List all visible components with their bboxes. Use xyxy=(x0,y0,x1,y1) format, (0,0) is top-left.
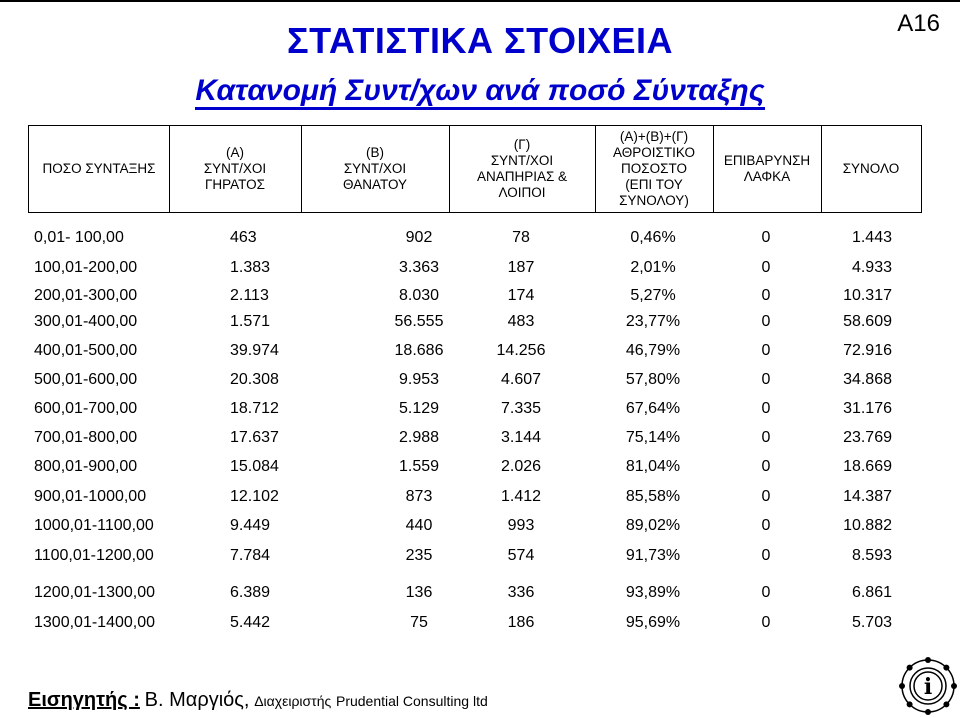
header-line: (ΕΠΙ ΤΟΥ xyxy=(625,177,683,192)
cell-cumulative: 67,64% xyxy=(625,400,681,417)
header-line: ΓΗΡΑΤΟΣ xyxy=(204,177,266,192)
cell-total: 14.387 xyxy=(843,488,892,505)
cell-amount: 600,01-700,00 xyxy=(34,400,138,417)
header-total xyxy=(821,126,921,212)
cell-amount: 500,01-600,00 xyxy=(34,371,138,388)
cell-old-age: 1.383 xyxy=(230,259,271,276)
cell-death: 5.129 xyxy=(398,400,440,417)
header-line: (B) xyxy=(366,145,384,160)
header-line: ΑΘΡΟΙΣΤΙΚΟ xyxy=(613,145,695,160)
table-row xyxy=(28,336,920,366)
cell-lafka: 0 xyxy=(761,313,771,330)
cell-disability: 3.144 xyxy=(500,429,542,446)
header-line: (A) xyxy=(225,145,244,160)
cell-cumulative: 46,79% xyxy=(625,342,681,359)
cell-amount: 1200,01-1300,00 xyxy=(34,584,155,601)
cell-disability: 1.412 xyxy=(500,488,542,505)
cell-cumulative: 91,73% xyxy=(625,547,681,564)
cell-total: 1.443 xyxy=(851,229,892,246)
cell-lafka: 0 xyxy=(761,517,771,534)
cell-total: 4.933 xyxy=(851,259,892,276)
header-line: ΠΟΣΟΣΤΟ xyxy=(621,161,687,176)
cell-disability: 14.256 xyxy=(496,342,546,359)
cell-death: 18.686 xyxy=(394,342,444,359)
svg-text:i: i xyxy=(923,674,933,700)
cell-disability: 574 xyxy=(507,547,535,564)
cell-total: 6.861 xyxy=(851,584,892,601)
cell-disability: 336 xyxy=(507,584,535,601)
cell-lafka: 0 xyxy=(761,259,771,276)
cell-amount: 700,01-800,00 xyxy=(34,429,138,446)
cell-disability: 4.607 xyxy=(500,371,542,388)
cell-old-age: 12.102 xyxy=(230,488,279,505)
cell-death: 902 xyxy=(405,229,433,246)
cell-old-age: 17.637 xyxy=(230,429,279,446)
header-cumulative xyxy=(595,126,714,212)
cell-cumulative: 0,46% xyxy=(630,229,676,246)
cell-old-age: 7.784 xyxy=(230,547,271,564)
cell-cumulative: 93,89% xyxy=(625,584,681,601)
cell-total: 10.317 xyxy=(843,287,892,304)
title-text: ΣΤΑΤΙΣΤΙΚΑ ΣΤΟΙΧΕΙΑ xyxy=(287,20,673,61)
footer-company: Prudential Consulting ltd xyxy=(335,693,488,709)
cell-cumulative: 23,77% xyxy=(625,313,681,330)
cell-death: 56.555 xyxy=(394,313,444,330)
footer-role: Διαχειριστής xyxy=(254,693,332,709)
header-line: ΣΥΝΟΛΟΥ) xyxy=(619,193,689,208)
table-row xyxy=(28,511,920,541)
header-line: ΣΥΝΟΛΟ xyxy=(842,161,900,176)
cell-amount: 900,01-1000,00 xyxy=(34,488,147,505)
cell-disability: 993 xyxy=(507,517,535,534)
cell-lafka: 0 xyxy=(761,458,771,475)
cell-total: 8.593 xyxy=(851,547,892,564)
cell-death: 8.030 xyxy=(398,287,440,304)
header-amount xyxy=(29,126,170,212)
cell-old-age: 6.389 xyxy=(230,584,271,601)
table-header xyxy=(28,125,922,213)
table-row xyxy=(28,608,920,638)
header-line: ΣΥΝΤ/ΧΟΙ xyxy=(203,161,267,176)
cell-lafka: 0 xyxy=(761,488,771,505)
cell-death: 440 xyxy=(405,517,433,534)
info-i-logo-icon xyxy=(898,656,958,716)
header-line: ΣΥΝΤ/ΧΟΙ xyxy=(343,161,407,176)
cell-total: 18.669 xyxy=(843,458,892,475)
table-row xyxy=(28,578,920,608)
header-line: ΠΟΣΟ ΣΥΝΤΑΞΗΣ xyxy=(42,161,156,176)
header-disability xyxy=(449,126,596,212)
cell-lafka: 0 xyxy=(761,400,771,417)
cell-amount: 100,01-200,00 xyxy=(34,259,138,276)
header-old-age xyxy=(169,126,302,212)
table-row xyxy=(28,223,920,253)
cell-disability: 483 xyxy=(507,313,535,330)
header-line: ΛΟΙΠΟΙ xyxy=(498,185,546,200)
cell-amount: 1100,01-1200,00 xyxy=(34,547,154,564)
table-row xyxy=(28,307,920,337)
cell-old-age: 1.571 xyxy=(230,313,271,330)
cell-old-age: 463 xyxy=(230,229,257,246)
table-row xyxy=(28,541,920,571)
cell-total: 34.868 xyxy=(843,371,892,388)
cell-cumulative: 75,14% xyxy=(625,429,681,446)
cell-death: 9.953 xyxy=(398,371,440,388)
cell-amount: 0,01- 100,00 xyxy=(34,229,124,246)
header-line: ΘΑΝΑΤΟΥ xyxy=(342,177,408,192)
header-line: ΑΝΑΠΗΡΙΑΣ & xyxy=(476,169,568,184)
cell-lafka: 0 xyxy=(761,429,771,446)
cell-old-age: 20.308 xyxy=(230,371,279,388)
top-rule xyxy=(0,0,960,2)
subtitle-text: Κατανομή Συντ/χων ανά ποσό Σύνταξης xyxy=(195,74,764,110)
cell-total: 58.609 xyxy=(843,313,892,330)
cell-old-age: 2.113 xyxy=(230,287,269,304)
cell-old-age: 15.084 xyxy=(230,458,279,475)
header-lafka xyxy=(713,126,822,212)
cell-total: 10.882 xyxy=(843,517,892,534)
slide-number: A16 xyxy=(897,10,940,37)
cell-death: 136 xyxy=(405,584,433,601)
table-row xyxy=(28,365,920,395)
cell-old-age: 9.449 xyxy=(230,517,271,534)
cell-total: 23.769 xyxy=(843,429,892,446)
cell-cumulative: 5,27% xyxy=(630,287,676,304)
cell-amount: 300,01-400,00 xyxy=(34,313,138,330)
cell-amount: 800,01-900,00 xyxy=(34,458,138,475)
cell-total: 72.916 xyxy=(843,342,892,359)
table-row xyxy=(28,253,920,283)
cell-amount: 400,01-500,00 xyxy=(34,342,138,359)
footer-label: Εισηγητής : xyxy=(28,689,140,711)
cell-cumulative: 2,01% xyxy=(630,259,676,276)
cell-lafka: 0 xyxy=(761,342,771,359)
header-line: (Γ) xyxy=(513,137,531,152)
cell-disability: 78 xyxy=(512,229,530,246)
cell-cumulative: 81,04% xyxy=(625,458,681,475)
cell-old-age: 18.712 xyxy=(230,400,279,417)
cell-lafka: 0 xyxy=(761,229,771,246)
cell-cumulative: 95,69% xyxy=(625,614,681,631)
cell-disability: 187 xyxy=(507,259,535,276)
cell-death: 1.559 xyxy=(398,458,440,475)
cell-lafka: 0 xyxy=(761,614,771,631)
cell-death: 3.363 xyxy=(398,259,440,276)
page-title xyxy=(0,20,960,62)
cell-disability: 174 xyxy=(507,287,535,304)
header-line: (A)+(B)+(Γ) xyxy=(619,129,689,144)
header-line: ΕΠΙΒΑΡΥΝΣΗ xyxy=(723,153,811,168)
cell-cumulative: 57,80% xyxy=(625,371,681,388)
cell-old-age: 5.442 xyxy=(230,614,271,631)
cell-cumulative: 89,02% xyxy=(625,517,681,534)
cell-lafka: 0 xyxy=(761,371,771,388)
cell-disability: 186 xyxy=(507,614,535,631)
cell-cumulative: 85,58% xyxy=(625,488,681,505)
cell-death: 75 xyxy=(410,614,428,631)
footer-name: Β. Μαργιός, xyxy=(144,689,250,711)
cell-total: 5.703 xyxy=(851,614,892,631)
table-row xyxy=(28,423,920,453)
cell-old-age: 39.974 xyxy=(230,342,279,359)
cell-disability: 7.335 xyxy=(500,400,542,417)
cell-lafka: 0 xyxy=(761,584,771,601)
cell-disability: 2.026 xyxy=(500,458,542,475)
cell-amount: 1300,01-1400,00 xyxy=(34,614,155,631)
cell-lafka: 0 xyxy=(761,287,771,304)
table-row xyxy=(28,482,920,512)
cell-lafka: 0 xyxy=(761,547,771,564)
cell-amount: 200,01-300,00 xyxy=(34,287,138,304)
cell-death: 873 xyxy=(405,488,433,505)
header-line: ΣΥΝΤ/ΧΟΙ xyxy=(490,153,554,168)
header-death xyxy=(301,126,450,212)
footer xyxy=(28,689,488,712)
table-row xyxy=(28,452,920,482)
table-row xyxy=(28,394,920,424)
page-subtitle xyxy=(0,74,960,108)
cell-death: 2.988 xyxy=(398,429,440,446)
cell-amount: 1000,01-1100,00 xyxy=(34,517,154,534)
header-line: ΛΑΦΚΑ xyxy=(743,169,791,184)
cell-total: 31.176 xyxy=(843,400,892,417)
cell-death: 235 xyxy=(405,547,433,564)
